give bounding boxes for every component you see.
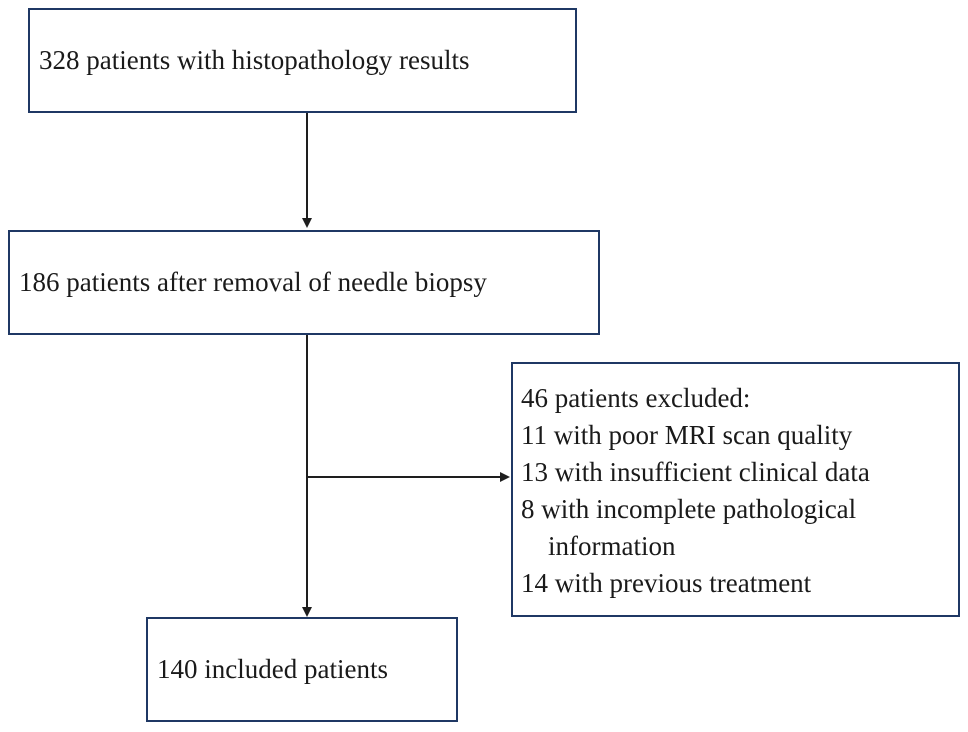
excluded-line-pathological: 8 with incomplete pathological [521,494,857,524]
flow-box-included-label: 140 included patients [157,654,388,685]
excluded-line-pathological-wrap: information [548,531,676,561]
excluded-line-clinical-data: 13 with insufficient clinical data [521,457,870,487]
arrow-down-2-head-icon [302,607,312,617]
flow-box-excluded [511,362,960,617]
arrow-down-1-head-icon [302,218,312,228]
arrow-right-excluded-line [306,476,500,478]
arrow-down-1-line [306,113,308,220]
arrow-down-2-line [306,335,308,608]
excluded-line-mri-quality: 11 with poor MRI scan quality [521,420,853,450]
excluded-line-total: 46 patients excluded: [521,383,751,413]
flow-box-histopathology [28,8,577,113]
flow-box-after-removal-label: 186 patients after removal of needle biopsy [19,267,487,298]
flow-box-after-removal [8,230,600,335]
flow-box-included [146,617,458,722]
flow-box-histopathology-label: 328 patients with histopathology results [39,45,470,76]
excluded-line-previous-treatment: 14 with previous treatment [521,568,812,598]
arrow-right-excluded-head-icon [500,472,510,482]
